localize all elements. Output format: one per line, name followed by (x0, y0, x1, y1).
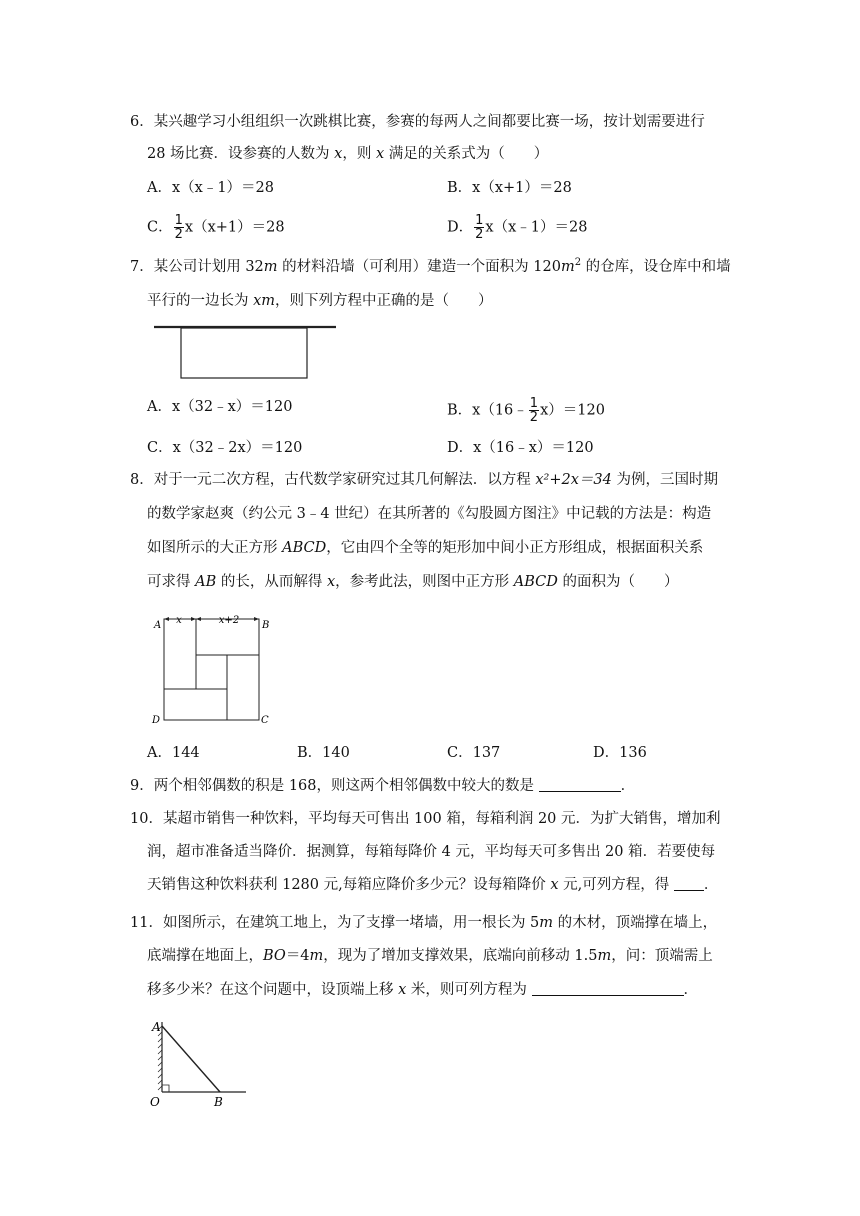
q8-option-b: B．140 (297, 745, 350, 761)
q7-xm: xm (253, 293, 276, 309)
q7-option-a: A．x（32﹣x）＝120 (147, 399, 293, 415)
answer-blank[interactable] (539, 777, 621, 792)
q11-m3: m (597, 948, 612, 964)
q8-ab: AB (195, 574, 217, 590)
label-x-plus-2: x+2 (218, 615, 240, 626)
q11-line2d: ，问：顶端需上 (611, 948, 713, 964)
q8-x: x (326, 574, 336, 590)
q11-line2b: ＝4 (285, 948, 310, 964)
q8-square-figure (146, 606, 276, 728)
q9-line (130, 776, 635, 796)
q8-equation: x²+2x＝34 (535, 472, 612, 488)
q6-option-d-label: D． (447, 219, 474, 236)
q10-end: ． (703, 877, 719, 893)
q7-line2a: 平行的一边长为 (147, 293, 254, 309)
q7-warehouse-figure (150, 322, 340, 382)
q6-line2c: 满足的关系式为（ ） (384, 146, 549, 162)
q6-option-c-rest: x（x+1）＝28 (184, 219, 285, 236)
label-x: x (176, 615, 182, 626)
wall-hatch (158, 1026, 162, 1090)
q8-line3b: ，它由四个全等的矩形加中间小正方形组成，根据面积关系 (326, 540, 704, 556)
q10-x: x (550, 877, 559, 893)
q7-line1a: 7．某公司计划用 32 (130, 259, 264, 275)
q6-option-c-label: C． (147, 219, 173, 236)
label-c: C (261, 715, 269, 726)
q11-line2c: ，现为了增加支撑效果，底端向前移动 1.5 (323, 948, 598, 964)
q7-line2 (147, 291, 493, 311)
q6-var-x2: x (375, 146, 385, 162)
ladder-ab (162, 1026, 220, 1092)
outer-square (164, 619, 259, 720)
q6-line2 (147, 144, 548, 164)
q11-line3b: 米，则可列方程为 (406, 982, 532, 998)
q10-line3 (147, 875, 718, 895)
q8-line4 (147, 572, 679, 592)
q11-x: x (398, 982, 407, 998)
right-angle-mark (162, 1085, 169, 1092)
q8-abcd2: ABCD (513, 574, 558, 590)
q11-line1b: 的木材，顶端撑在墙上， (553, 915, 718, 931)
q6-option-d-rest: x（x﹣1）＝28 (485, 219, 588, 236)
q8-line1b: 为例，三国时期 (611, 472, 718, 488)
q8-line1 (130, 470, 718, 490)
answer-blank[interactable] (532, 981, 684, 996)
q6-line2a: 28 场比赛．设参赛的人数为 (147, 146, 335, 162)
label-d: D (152, 715, 161, 726)
q11-line1 (130, 913, 717, 933)
rect-left (164, 619, 196, 689)
q8-line2: 的数学家赵爽（约公元 3﹣4 世纪）在其所著的《勾股圆方图注》中记载的方法是：构造 (147, 506, 712, 522)
q9-end: ． (620, 778, 636, 794)
q8-line4b: 的长，从而解得 (216, 574, 327, 590)
label-b: B (262, 620, 270, 631)
q8-option-d: D．136 (593, 745, 647, 761)
fraction-half: $\frac{1}{2}$ (529, 396, 539, 425)
q7-line1d: 的仓库，设仓库中和墙 (581, 259, 731, 275)
q7-option-c: C．x（32﹣2x）＝120 (147, 440, 303, 456)
q7-line2b: ，则下列方程中正确的是（ ） (275, 293, 493, 309)
answer-blank[interactable] (674, 876, 704, 891)
q8-option-a: A．144 (147, 745, 200, 761)
q11-end: ． (683, 982, 699, 998)
fraction-half: $\frac{1}{2}$ (174, 213, 183, 242)
label-b: B (214, 1095, 223, 1109)
q8-line4c: ，参考此法，则图中正方形 (335, 574, 514, 590)
q11-m2: m (309, 948, 324, 964)
q8-line4d: 的面积为（ ） (557, 574, 679, 590)
q7-option-b-label: B．x（16﹣ (447, 402, 528, 419)
q7-option-d: D．x（16﹣x）＝120 (447, 440, 594, 456)
q6-line1: 6．某兴趣学习小组组织一次跳棋比赛，参赛的每两人之间都要比赛一场，按计划需要进行 (130, 114, 705, 130)
q8-line4a: 可求得 (147, 574, 196, 590)
rect-bottom (164, 689, 227, 720)
q8-line1a: 8．对于一元二次方程，古代数学家研究过其几何解法．以方程 (130, 472, 536, 488)
q11-m: m (539, 915, 554, 931)
fraction-half: $\frac{1}{2}$ (475, 213, 484, 242)
q6-option-d (447, 214, 587, 241)
q7-unit-m2: m (560, 259, 575, 275)
q10-line3a: 天销售这种饮料获利 1280 元,每箱应降价多少元？设每箱降价 (147, 877, 551, 893)
q7-line1 (130, 257, 731, 277)
q8-line3a: 如图所示的大正方形 (147, 540, 283, 556)
label-a: A (154, 620, 162, 631)
q8-option-c: C．137 (447, 745, 501, 761)
q10-line3b: 元,可列方程，得 (558, 877, 674, 893)
q11-line2a: 底端撑在地面上， (147, 948, 263, 964)
q8-abcd: ABCD (282, 540, 327, 556)
q10-line1: 10．某超市销售一种饮料，平均每天可售出 100 箱，每箱利润 20 元．为扩大销售，增加利 (130, 811, 721, 827)
q7-option-b (447, 397, 605, 424)
q7-sup-2: 2 (574, 257, 582, 268)
q11-line1a: 11．如图所示，在建筑工地上，为了支撑一堵墙，用一根长为 5 (130, 915, 540, 931)
q6-option-a: A．x（x﹣1）＝28 (147, 180, 275, 196)
rect-right (227, 655, 259, 720)
q6-line2b: ，则 (342, 146, 376, 162)
q8-line3 (147, 538, 703, 558)
label-o: O (150, 1095, 160, 1109)
q6-option-c (147, 214, 285, 241)
label-a: A (152, 1020, 161, 1034)
q7-line1b: 的材料沿墙（可利用）建造一个面积为 120 (277, 259, 561, 275)
q7-unit-m: m (263, 259, 278, 275)
q10-line2: 润，超市准备适当降价．据测算，每箱每降价 4 元，平均每天可多售出 20 箱．若要使每 (147, 844, 716, 860)
q11-ladder-figure (148, 1014, 252, 1110)
warehouse-rect (181, 328, 307, 378)
q7-option-b-rest: x）＝120 (540, 402, 605, 419)
q11-bo: BO (263, 948, 286, 964)
q6-option-b: B．x（x+1）＝28 (447, 180, 572, 196)
q6-var-x: x (334, 146, 343, 162)
q9-text: 9．两个相邻偶数的积是 168，则这两个相邻偶数中较大的数是 (130, 778, 539, 794)
q11-line3 (147, 980, 698, 1000)
q11-line3a: 移多少米？在这个问题中，设顶端上移 (147, 982, 399, 998)
q11-line2 (147, 946, 713, 966)
